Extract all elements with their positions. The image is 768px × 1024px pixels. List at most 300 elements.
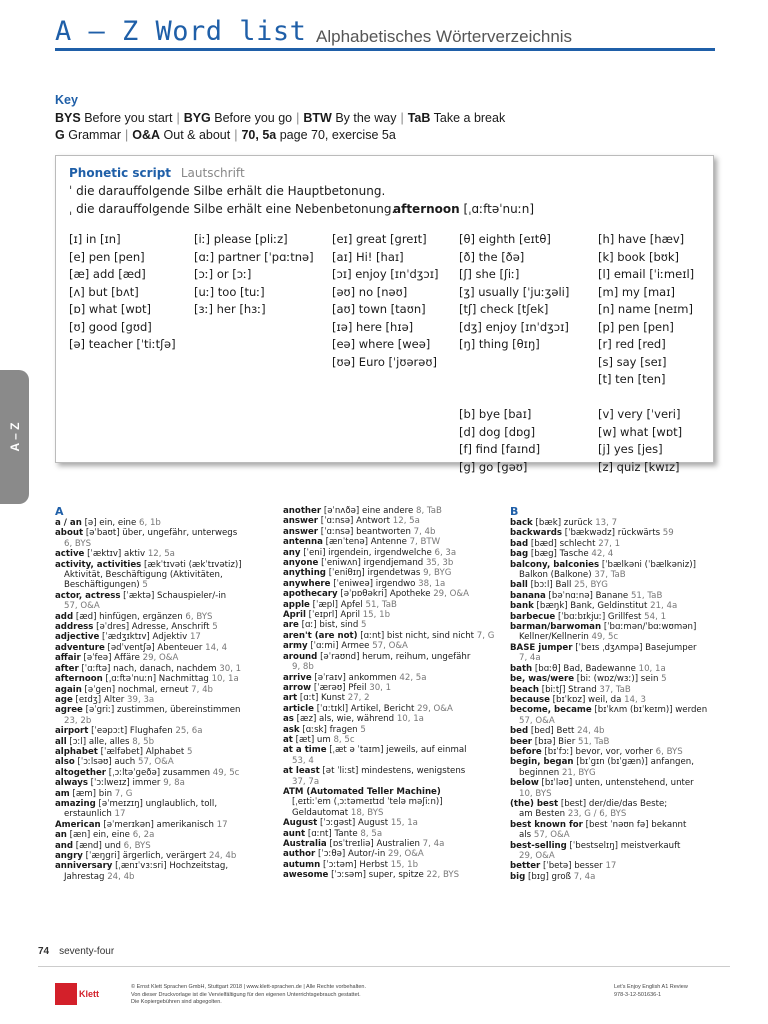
word-entry — [510, 518, 730, 528]
headword: ATM (Automated Teller Machine) — [283, 786, 441, 797]
page-reference: 6, BYS — [655, 746, 683, 757]
phonetic-entry — [459, 389, 569, 407]
page-reference: 57, O&A — [372, 641, 408, 652]
page-reference: 57, O&A — [533, 830, 570, 841]
page-number-digits: 74 — [38, 946, 50, 957]
word-entry — [510, 778, 730, 788]
phonetic-entry: [ɑː] partner [ˈpɑːtnə] — [194, 249, 314, 264]
word-entry — [283, 839, 498, 849]
headword: at a time — [283, 745, 327, 756]
word-entry — [283, 641, 498, 651]
entry-continuation — [55, 716, 270, 726]
entry-text: [ˈeniwʌn] irgendjemand — [318, 558, 426, 569]
entry-continuation — [283, 777, 498, 787]
entry-text: [ænˈtenə] Antenne — [322, 537, 410, 548]
phonetic-entry: [æ] add [æd] — [69, 267, 146, 281]
entry-text: [ˌɑːftəˈnuːn] Nachmittag — [102, 674, 212, 685]
page-reference: 29, O&A — [142, 653, 179, 664]
entry-text: [ˈædʒɪktɪv] Adjektiv — [99, 632, 190, 643]
page-reference: 7, 4a — [422, 839, 445, 849]
headword: actor, actress — [55, 590, 121, 601]
page-reference: 6, 3a — [434, 547, 457, 558]
word-entry — [283, 600, 498, 610]
word-entry — [55, 757, 270, 767]
entry-text: [ˈɑːftə] nach, danach, nachdem — [78, 663, 220, 674]
book-info — [614, 984, 688, 999]
word-entry — [55, 830, 270, 840]
entry-text: [ɑːnt] bist nicht, sind nicht — [357, 630, 477, 641]
phonetic-entry: [v] very [ˈveri] — [598, 407, 681, 421]
entry-text: Balkon (Balkone) — [519, 570, 595, 581]
phonetic-entry: [l] email [ˈiːmeɪl] — [598, 267, 695, 281]
legal-line: Die Kopiergebühren sind abgegolten. — [131, 999, 222, 1005]
page-reference: 57, O&A — [64, 601, 100, 612]
page-reference: 35, 3b — [425, 558, 454, 569]
headword: because — [510, 694, 550, 705]
entry-text: [ˌeɪtiːˈem (ˌɔːtəmeɪtɪd ˈtelə məʃiːn)] — [292, 797, 443, 808]
headword: amazing — [55, 798, 96, 809]
entry-text: [ɔːl] alle, alles — [66, 736, 133, 747]
word-entry — [283, 745, 498, 755]
headword: antenna — [283, 537, 323, 548]
headword: anything — [283, 568, 326, 579]
legal-notice — [131, 984, 366, 1007]
entry-text: [æt] um — [292, 734, 334, 745]
word-entry — [283, 516, 498, 526]
entry-text: [æd] hinfügen, ergänzen — [73, 611, 186, 622]
headword: activity, activities — [55, 559, 142, 570]
word-entry — [283, 527, 498, 537]
headword: after — [55, 663, 79, 674]
page-reference: 30, 1 — [219, 663, 242, 674]
page-reference: 42, 4 — [591, 549, 614, 560]
entry-continuation — [55, 809, 270, 819]
word-entry — [55, 664, 270, 674]
page-reference: 6, BYS — [185, 611, 213, 622]
page-reference: 30, 1 — [369, 682, 392, 693]
entry-text: [ˈbeɪs ˌdʒʌmpə] Basejumper — [572, 642, 697, 653]
word-entry — [55, 778, 270, 788]
page-reference: 9, 8b — [292, 662, 314, 673]
entry-text: [bɔːl] Ball — [527, 580, 575, 591]
entry-text: [əˈbaʊt] über, ungefähr, unterwegs — [83, 528, 238, 539]
key-abbr: BYS — [55, 111, 81, 125]
word-entry — [55, 768, 270, 778]
entry-continuation — [283, 808, 498, 818]
headword: and — [55, 840, 74, 851]
word-entry — [283, 787, 498, 797]
key-abbr: G — [55, 128, 65, 142]
page-reference: 10, 1a — [211, 674, 239, 685]
book-line: 978-3-12-501636-1 — [614, 991, 662, 998]
page-reference: 15, 1b — [390, 859, 419, 870]
entry-text: beginnen — [519, 767, 562, 778]
entry-text: [ət ˈliːst] mindestens, wenigstens — [319, 766, 466, 777]
entry-text: [bɪə] Bier — [532, 736, 578, 747]
page-reference: 8, 5a — [360, 828, 383, 839]
headword: Australia — [283, 839, 327, 849]
headword: aren't (are not) — [283, 630, 358, 641]
headword: a / an — [55, 518, 82, 528]
headword: are — [283, 620, 299, 631]
word-entry — [283, 849, 498, 859]
entry-text: [əˈdres] Adresse, Anschrift — [93, 622, 213, 633]
word-entry — [510, 705, 730, 715]
headword: again — [55, 684, 82, 695]
phonetic-entry: [ɔː] or [ɔː] — [194, 267, 252, 281]
headword: about — [55, 528, 84, 539]
headword: at least — [283, 766, 320, 777]
word-entry — [55, 726, 270, 736]
legal-line: © Ernst Klett Sprachen GmbH, Stuttgart 2018 | www.klett-sprachen.de | Alle Rechte vorbehalten. — [131, 984, 366, 990]
secondary-stress-note: ˌ die darauffolgende Silbe erhält eine Nebenbetonung. — [69, 202, 396, 216]
entry-text: [ˈbækwədz] rückwärts — [562, 528, 663, 539]
entry-text: [bɑːθ] Bad, Badewanne — [532, 663, 639, 674]
book-line: Let's Enjoy English A1 Review — [614, 984, 688, 990]
entry-text: [əˈgen] nochmal, erneut — [81, 684, 192, 695]
side-tab-a-z[interactable] — [0, 370, 29, 504]
entry-continuation — [283, 662, 498, 672]
headword: beach — [510, 684, 539, 695]
entry-text: [æn] ein, eine — [66, 830, 133, 841]
page-reference: 14, 4 — [205, 642, 228, 653]
word-entry — [283, 735, 498, 745]
page-title: A – Z Word list — [55, 16, 307, 47]
phonetic-entry: [ə] teacher [ˈtiːtʃə] — [69, 337, 176, 351]
entry-text: Geldautomat — [292, 807, 351, 818]
key-heading: Key — [55, 93, 78, 107]
word-entry — [55, 841, 270, 851]
word-entry — [283, 631, 498, 641]
phonetic-entry: [ɪ] in [ɪn] — [69, 232, 121, 246]
word-entry — [510, 591, 730, 601]
letter-heading: B — [510, 505, 519, 518]
page-reference: 39, 3a — [127, 694, 155, 705]
key-desc: By the way — [335, 111, 397, 125]
headword: anniversary — [55, 861, 113, 872]
entry-continuation — [510, 716, 730, 726]
entry-text: am Besten — [519, 809, 568, 820]
headword: apple — [283, 599, 310, 610]
headword: April — [283, 610, 306, 621]
phonetic-title: Phonetic script — [69, 166, 172, 180]
headword: August — [283, 818, 318, 829]
word-entry — [510, 601, 730, 611]
headword: apothecary — [283, 589, 338, 600]
page-reference: 29, O&A — [519, 851, 555, 861]
page-reference: 23, G / 6, BYS — [567, 809, 627, 820]
entry-text: [əˈraɪv] ankommen — [311, 672, 400, 683]
headword: agree — [55, 705, 83, 716]
phonetic-entry: [dʒ] enjoy [ɪnˈdʒɔɪ] — [459, 319, 569, 334]
entry-text: [ɒsˈtreɪliə] Australien — [326, 839, 423, 849]
page-reference: 57, O&A — [138, 757, 174, 768]
entry-text: [ˈeni] irgendein, irgendwelche — [300, 547, 435, 558]
headword: backwards — [510, 528, 563, 539]
phonetic-entry: [w] what [wɒt] — [598, 424, 683, 439]
word-entry — [510, 622, 730, 632]
phonetic-column-5 — [598, 231, 694, 476]
entry-text: [biːtʃ] Strand — [539, 684, 600, 695]
entry-text: [ˈælfəbet] Alphabet — [97, 746, 187, 757]
entry-text: [ˈeniweə] irgendwo — [330, 578, 419, 589]
page-reference: 5 — [661, 674, 667, 685]
entry-text: [əˈmerɪkən] amerikanisch — [100, 819, 217, 830]
word-entry — [283, 589, 498, 599]
entry-text: [biː (wɒz/wɜː)] sein — [574, 674, 662, 685]
word-entry — [283, 537, 498, 547]
word-entry — [510, 664, 730, 674]
page-reference: 7, BTW — [409, 537, 441, 548]
phonetic-entry: [tʃ] check [tʃek] — [459, 302, 549, 316]
page-reference: 23, 2b — [64, 715, 92, 726]
headword: anywhere — [283, 578, 331, 589]
entry-text: Kellner/Kellnerin — [519, 632, 592, 643]
headword: answer — [283, 516, 319, 527]
phonetic-entry: [aʊ] town [taʊn] — [332, 302, 426, 316]
phonetic-entry: [ʃ] she [ʃiː] — [459, 267, 520, 281]
headword: BASE jumper — [510, 642, 573, 653]
headword: an — [55, 830, 67, 841]
word-entry — [510, 841, 730, 851]
word-entry — [55, 560, 270, 570]
key-abbr: TaB — [407, 111, 431, 125]
word-entry — [510, 528, 730, 538]
phonetic-column-4 — [459, 231, 569, 476]
entry-text: [ˈæpl] Apfel — [309, 599, 366, 610]
entry-continuation — [510, 570, 730, 580]
page-reference: 9, 8a — [163, 778, 185, 789]
entry-text: [bɪˈkɒz] weil, da — [549, 694, 625, 705]
page-reference: 37, TaB — [599, 684, 631, 695]
headword: age — [55, 694, 73, 705]
headword: be, was/were — [510, 674, 575, 685]
page-reference: 5 — [186, 746, 193, 757]
key-separator: | — [125, 128, 129, 142]
phonetic-entry: [k] book [bʊk] — [598, 249, 680, 264]
entry-text: [ˈeɪprl] April — [305, 610, 363, 621]
phonetic-entry: [t] ten [ten] — [598, 372, 666, 386]
entry-text: [ə] ein, eine — [81, 518, 140, 528]
page-reference: 54, 1 — [644, 611, 667, 622]
entry-text: [æm] bin — [69, 788, 115, 799]
entry-text: [eɪdʒ] Alter — [72, 694, 128, 705]
key-desc: Take a break — [433, 111, 506, 125]
phonetic-entry: [n] name [neɪm] — [598, 302, 693, 316]
word-entry — [55, 632, 270, 642]
entry-text: [bɪˈfɔː] bevor, vor, vorher — [541, 746, 656, 757]
phonetic-entry: [uː] too [tuː] — [194, 284, 265, 299]
word-entry — [283, 818, 498, 828]
entry-continuation — [283, 756, 498, 766]
entry-text: als — [519, 830, 534, 841]
logo-text: Klett — [79, 989, 99, 999]
word-entry — [283, 870, 498, 880]
page-reference: 12, 5a — [147, 549, 175, 560]
phonetic-column-3 — [332, 231, 439, 371]
entry-text: [ˈeəpɔːt] Flughafen — [88, 726, 176, 737]
phonetic-entry: [θ] eighth [eɪtθ] — [459, 232, 551, 246]
headword: affair — [55, 653, 81, 664]
entry-text: [ækˈtɪvəti (ækˈtɪvətiz)] — [141, 559, 242, 570]
phonetic-entry: [p] pen [pen] — [598, 319, 674, 334]
entry-text: Beschäftigungen) — [64, 580, 143, 591]
headword: anyone — [283, 558, 319, 569]
page-reference: 25, BYG — [574, 580, 608, 591]
phonetic-entry: [e] pen [pen] — [69, 249, 145, 264]
word-entry — [283, 558, 498, 568]
page-reference: 42, 5a — [399, 672, 427, 683]
headword: always — [55, 778, 88, 789]
entry-text: [ˈbælkəni (ˈbælkəniz)] — [599, 559, 696, 570]
key-desc: Before you go — [214, 111, 293, 125]
page-reference: 6, 1b — [139, 518, 161, 528]
entry-text: [ˈeniθɪŋ] irgendetwas — [325, 568, 424, 579]
word-entry — [510, 549, 730, 559]
headword: become, became — [510, 705, 592, 716]
page-reference: 7, 4b — [413, 526, 436, 537]
phonetic-entry: [ɔɪ] enjoy [ɪnˈdʒɔɪ] — [332, 267, 439, 281]
word-entry — [55, 789, 270, 799]
word-entry — [283, 714, 498, 724]
word-entry — [283, 568, 498, 578]
page-reference: 6, BYS — [64, 538, 92, 549]
entry-continuation — [510, 851, 730, 861]
word-column-2 — [283, 506, 498, 881]
entry-continuation — [510, 789, 730, 799]
entry-text: [ˈærəʊ] Pfeil — [311, 682, 370, 693]
entry-text: [ˈbetə] besser — [540, 861, 606, 872]
word-entry — [283, 579, 498, 589]
page-reference: 51, TaB — [365, 599, 397, 610]
entry-text: [ˈɔːgəst] August — [317, 818, 391, 829]
phonetic-heading — [69, 166, 245, 180]
headword: awesome — [283, 870, 329, 881]
entry-continuation — [55, 601, 270, 611]
entry-text: erstaunlich — [64, 809, 115, 820]
headword: arrive — [283, 672, 312, 683]
word-entry — [55, 851, 270, 861]
word-entry — [55, 820, 270, 830]
word-entry — [510, 872, 730, 882]
headword: beer — [510, 736, 533, 747]
entry-text: [ˈɔːθə] Autor/-in — [315, 849, 389, 860]
key-abbr: BTW — [303, 111, 332, 125]
footer-divider — [38, 966, 730, 967]
phonetic-entry: [ð] the [ðə] — [459, 249, 525, 264]
word-entry — [510, 799, 730, 809]
headword: also — [55, 757, 75, 768]
headword: article — [283, 703, 314, 714]
entry-text: [bæg] Tasche — [528, 549, 592, 560]
page-reference: 29, O&A — [417, 703, 453, 714]
entry-text: [ˈɑːnsə] beantworten — [318, 526, 414, 537]
headword: best-selling — [510, 840, 567, 851]
phonetic-entry — [459, 354, 569, 372]
key-line-1 — [55, 110, 505, 127]
page-reference: 9, BYG — [423, 568, 452, 579]
word-entry — [55, 705, 270, 715]
page-reference: 15, 1b — [362, 610, 391, 621]
entry-text: [əˈfeə] Affäre — [80, 653, 143, 664]
phonetic-column-1 — [69, 231, 176, 354]
word-entry — [283, 673, 498, 683]
entry-text: [bæk] zurück — [532, 518, 596, 528]
entry-text: [ˈɑːtɪkl] Artikel, Bericht — [313, 703, 418, 714]
entry-continuation — [283, 797, 498, 807]
klett-logo-icon — [55, 983, 77, 1005]
word-entry — [283, 506, 498, 516]
headword: author — [283, 849, 316, 860]
headword: barbecue — [510, 611, 556, 622]
word-entry — [510, 747, 730, 757]
page-reference: 10, 1a — [396, 714, 424, 725]
page-reference: 38, 1a — [418, 578, 446, 589]
page-reference: 17 — [189, 632, 201, 643]
page-reference: 27, 1 — [598, 538, 621, 549]
page-reference: 5 — [361, 620, 367, 631]
word-entry — [283, 610, 498, 620]
headword: another — [283, 506, 322, 516]
entry-text: [ˈbestselɪŋ] meistverkauft — [566, 840, 681, 851]
headword: am — [55, 788, 70, 799]
entry-text: [əˈpɒθəkri] Apotheke — [337, 589, 434, 600]
phonetic-column-2 — [194, 231, 314, 319]
phonetic-entry: [ɒ] what [wɒt] — [69, 302, 152, 316]
entry-text: [best] der/die/das Beste; — [558, 798, 668, 809]
phonetic-entry: [m] my [maɪ] — [598, 284, 675, 299]
page-reference: 29, O&A — [433, 589, 469, 600]
phonetic-entry: [ɜː] her [hɜː] — [194, 302, 266, 316]
page-reference: 6, BYS — [123, 840, 151, 851]
page-reference: 53, 4 — [292, 755, 314, 766]
phonetic-title-de: Lautschrift — [180, 166, 245, 180]
headword: aunt — [283, 828, 306, 839]
word-entry — [55, 685, 270, 695]
headword: as — [283, 714, 294, 725]
phonetic-entry: [ʌ] but [bʌt] — [69, 284, 139, 299]
word-entry — [510, 820, 730, 830]
word-entry — [510, 685, 730, 695]
entry-text: [ˈbɑːmən/ˈbɑːwʊmən] — [601, 622, 697, 633]
headword: altogether — [55, 767, 107, 778]
word-entry — [283, 829, 498, 839]
entry-text: [əˈraʊnd] herum, reihum, ungefähr — [317, 651, 471, 662]
word-entry — [283, 860, 498, 870]
headword: (the) best — [510, 798, 559, 809]
entry-text: [əˈnʌðə] eine andere — [321, 506, 416, 516]
entry-continuation — [510, 768, 730, 778]
page-reference: 37, TaB — [594, 570, 626, 581]
headword: adjective — [55, 632, 100, 643]
page-reference: 27, 2 — [347, 693, 370, 704]
word-entry — [55, 674, 270, 684]
key-abbr: BYG — [183, 111, 211, 125]
entry-continuation — [510, 809, 730, 819]
key-desc: Grammar — [68, 128, 121, 142]
headword: adventure — [55, 642, 105, 653]
phonetic-entry: [ʊə] Euro [ˈjʊərəʊ] — [332, 354, 437, 369]
page-reference: 5 — [212, 622, 218, 633]
headword: airport — [55, 726, 89, 737]
word-entry — [55, 528, 270, 538]
word-entry — [283, 620, 498, 630]
headword: ball — [510, 580, 528, 591]
headword: ask — [283, 724, 300, 735]
headword: active — [55, 549, 85, 560]
page-reference: 5 — [360, 724, 366, 735]
word-entry — [510, 861, 730, 871]
